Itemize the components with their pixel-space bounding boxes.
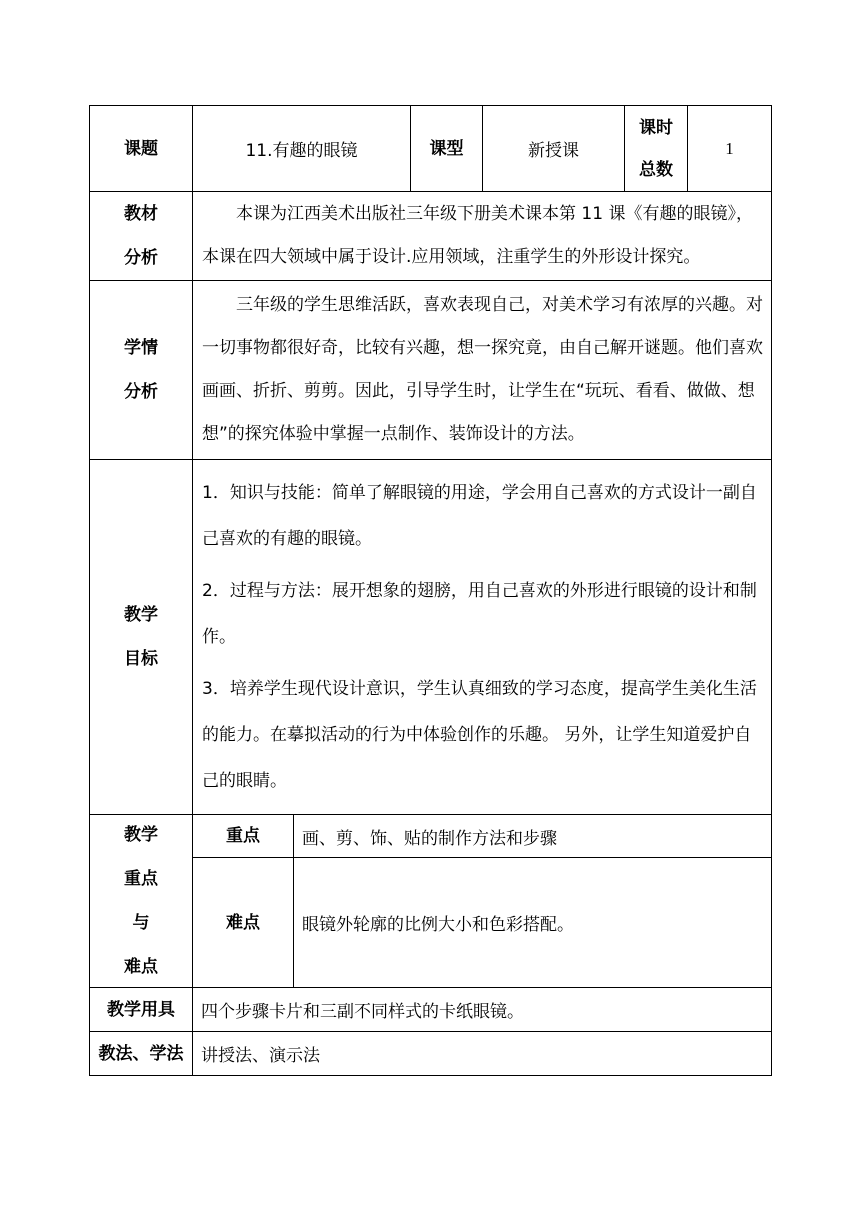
topic-label: 课题 — [124, 138, 158, 159]
difficult-point-value: 眼镜外轮廓的比例大小和色彩搭配。 — [302, 915, 574, 935]
hours-label-line-1: 课时 — [639, 117, 673, 138]
table-border — [771, 105, 772, 1076]
goals-text-cell — [193, 460, 771, 814]
focus-label-line: 与 — [132, 913, 150, 933]
focus-label-line: 难点 — [124, 957, 158, 977]
type-value: 新授课 — [528, 141, 579, 161]
students-label-line-2: 分析 — [124, 382, 158, 402]
goal-item: 1．知识与技能：简单了解眼镜的用途，学会用自己喜欢的方式设计一副自己喜欢的有趣的眼镜。 — [202, 483, 757, 549]
key-point-value: 画、剪、饰、贴的制作方法和步骤 — [302, 828, 557, 849]
goals-label — [90, 460, 192, 814]
type-label: 课型 — [429, 138, 464, 159]
goals-label-line-2: 目标 — [124, 649, 158, 669]
goals-label-line-1: 教学 — [124, 605, 158, 625]
methods-value: 讲授法、演示法 — [201, 1046, 320, 1066]
hours-label-line-2: 总数 — [639, 159, 673, 180]
difficult-point-label: 难点 — [226, 912, 260, 933]
hours-value: 1 — [725, 138, 734, 158]
students-label — [90, 281, 192, 459]
students-text-cell — [193, 281, 771, 459]
hours-label — [625, 106, 687, 191]
students-text: 三年级的学生思维活跃，喜欢表现自己，对美术学习有浓厚的兴趣。对一切事物都很好奇，比较有兴趣，想一探究竟，由自己解开谜题。他们喜欢画画、折折、剪剪。因此，引导学生时，让学生在“玩玩、看看、做做、想想”的探究体验中掌握一点制作、装饰设计的方法。 — [202, 295, 763, 444]
focus-label-line: 重点 — [124, 869, 158, 889]
goal-item: 3．培养学生现代设计意识，学生认真细致的学习态度，提高学生美化生活的能力。在摹拟活动的行为中体验创作的乐趣。 另外，让学生知道爱护自己的眼睛。 — [202, 679, 757, 791]
material-label — [90, 192, 192, 280]
key-point-label: 重点 — [226, 826, 260, 846]
methods-label: 教法、学法 — [98, 1043, 184, 1064]
material-text: 本课为江西美术出版社三年级下册美术课本第 11 课《有趣的眼镜》，本课在四大领域中属于设计.应用领域，注重学生的外形设计探究。 — [202, 204, 753, 267]
tools-value: 四个步骤卡片和三副不同样式的卡纸眼镜。 — [201, 1002, 524, 1022]
tools-label: 教学用具 — [107, 999, 175, 1020]
material-label-line-2: 分析 — [124, 248, 158, 268]
students-label-line-1: 学情 — [124, 338, 158, 358]
goal-item: 2．过程与方法：展开想象的翅膀，用自己喜欢的外形进行眼镜的设计和制作。 — [202, 581, 757, 647]
focus-label-line: 教学 — [124, 825, 158, 845]
focus-label — [90, 815, 192, 987]
material-label-line-1: 教材 — [124, 204, 158, 224]
topic-value: 11.有趣的眼镜 — [245, 141, 358, 161]
material-text-cell — [193, 192, 771, 280]
